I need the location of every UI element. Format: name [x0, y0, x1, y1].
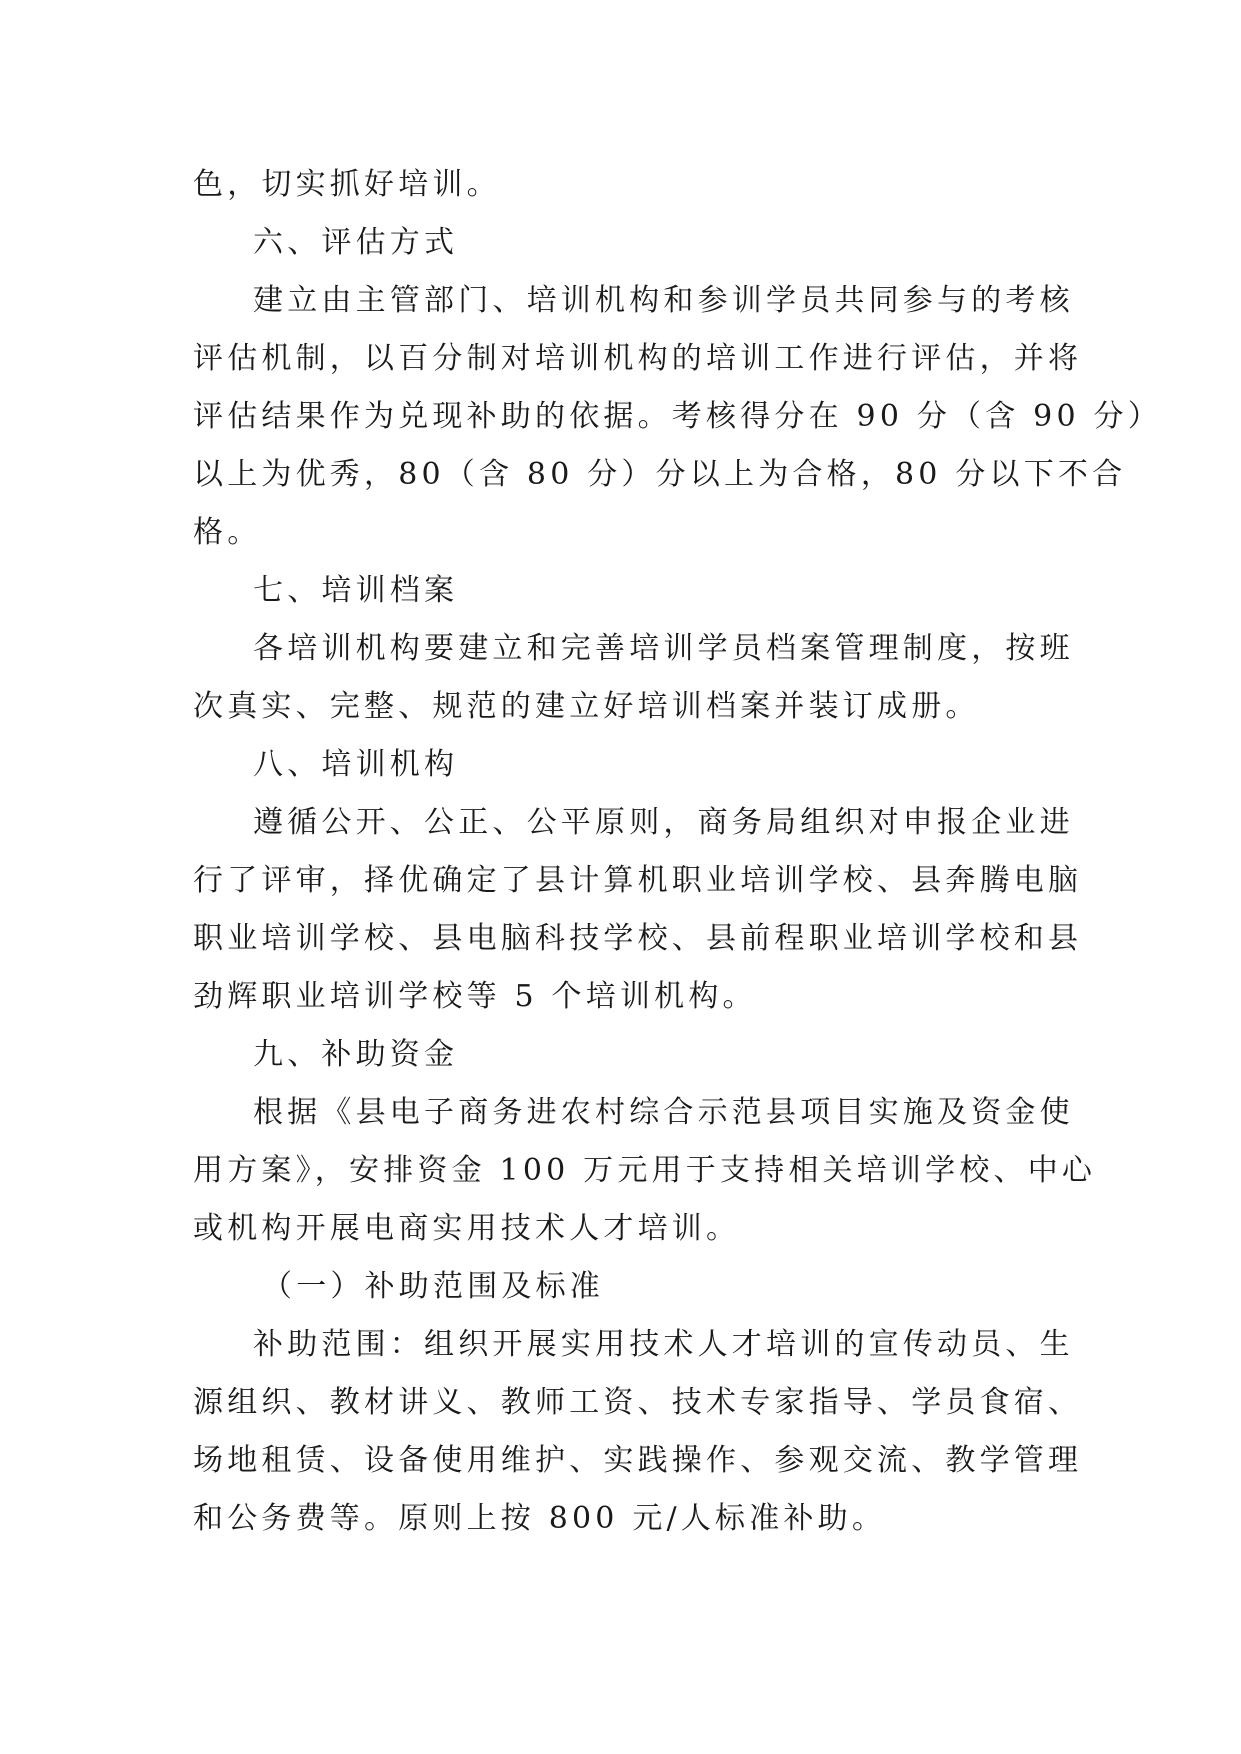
paragraph-line: 色，切实抓好培训。 [193, 167, 501, 202]
paragraph-line: 根据《县电子商务进农村综合示范县项目实施及资金使 [253, 1095, 1074, 1130]
section-heading-six: 六、评估方式 [253, 225, 459, 260]
paragraph-line: 源组织、教材讲义、教师工资、技术专家指导、学员食宿、 [193, 1385, 1083, 1420]
paragraph-line: 遵循公开、公正、公平原则，商务局组织对申报企业进 [253, 805, 1074, 840]
paragraph-line: 用方案》，安排资金 100 万元用于支持相关培训学校、中心 [193, 1153, 1097, 1188]
paragraph-line: 场地租赁、设备使用维护、实践操作、参观交流、教学管理 [193, 1443, 1083, 1478]
paragraph-line: 以上为优秀，80（含 80 分）分以上为合格，80 分以下不合 [193, 457, 1127, 492]
subsection-heading: （一）补助范围及标准 [262, 1269, 604, 1304]
paragraph-line: 评估机制，以百分制对培训机构的培训工作进行评估，并将 [193, 341, 1083, 376]
section-heading-seven: 七、培训档案 [253, 573, 459, 608]
paragraph-line: 和公务费等。原则上按 800 元/人标准补助。 [193, 1501, 887, 1536]
paragraph-line: 行了评审，择优确定了县计算机职业培训学校、县奔腾电脑 [193, 863, 1083, 898]
paragraph-line: 劲辉职业培训学校等 5 个培训机构。 [193, 979, 757, 1014]
paragraph-line: 补助范围：组织开展实用技术人才培训的宣传动员、生 [253, 1327, 1074, 1362]
paragraph-line: 格。 [193, 515, 262, 550]
section-heading-nine: 九、补助资金 [253, 1037, 459, 1072]
paragraph-line: 或机构开展电商实用技术人才培训。 [193, 1211, 741, 1246]
paragraph-line: 评估结果作为兑现补助的依据。考核得分在 90 分（含 90 分） [193, 399, 1162, 434]
paragraph-line: 建立由主管部门、培训机构和参训学员共同参与的考核 [253, 283, 1074, 318]
paragraph-line: 职业培训学校、县电脑科技学校、县前程职业培训学校和县 [193, 921, 1083, 956]
paragraph-line: 次真实、完整、规范的建立好培训档案并装订成册。 [193, 689, 980, 724]
section-heading-eight: 八、培训机构 [253, 747, 459, 782]
paragraph-line: 各培训机构要建立和完善培训学员档案管理制度，按班 [253, 631, 1074, 666]
